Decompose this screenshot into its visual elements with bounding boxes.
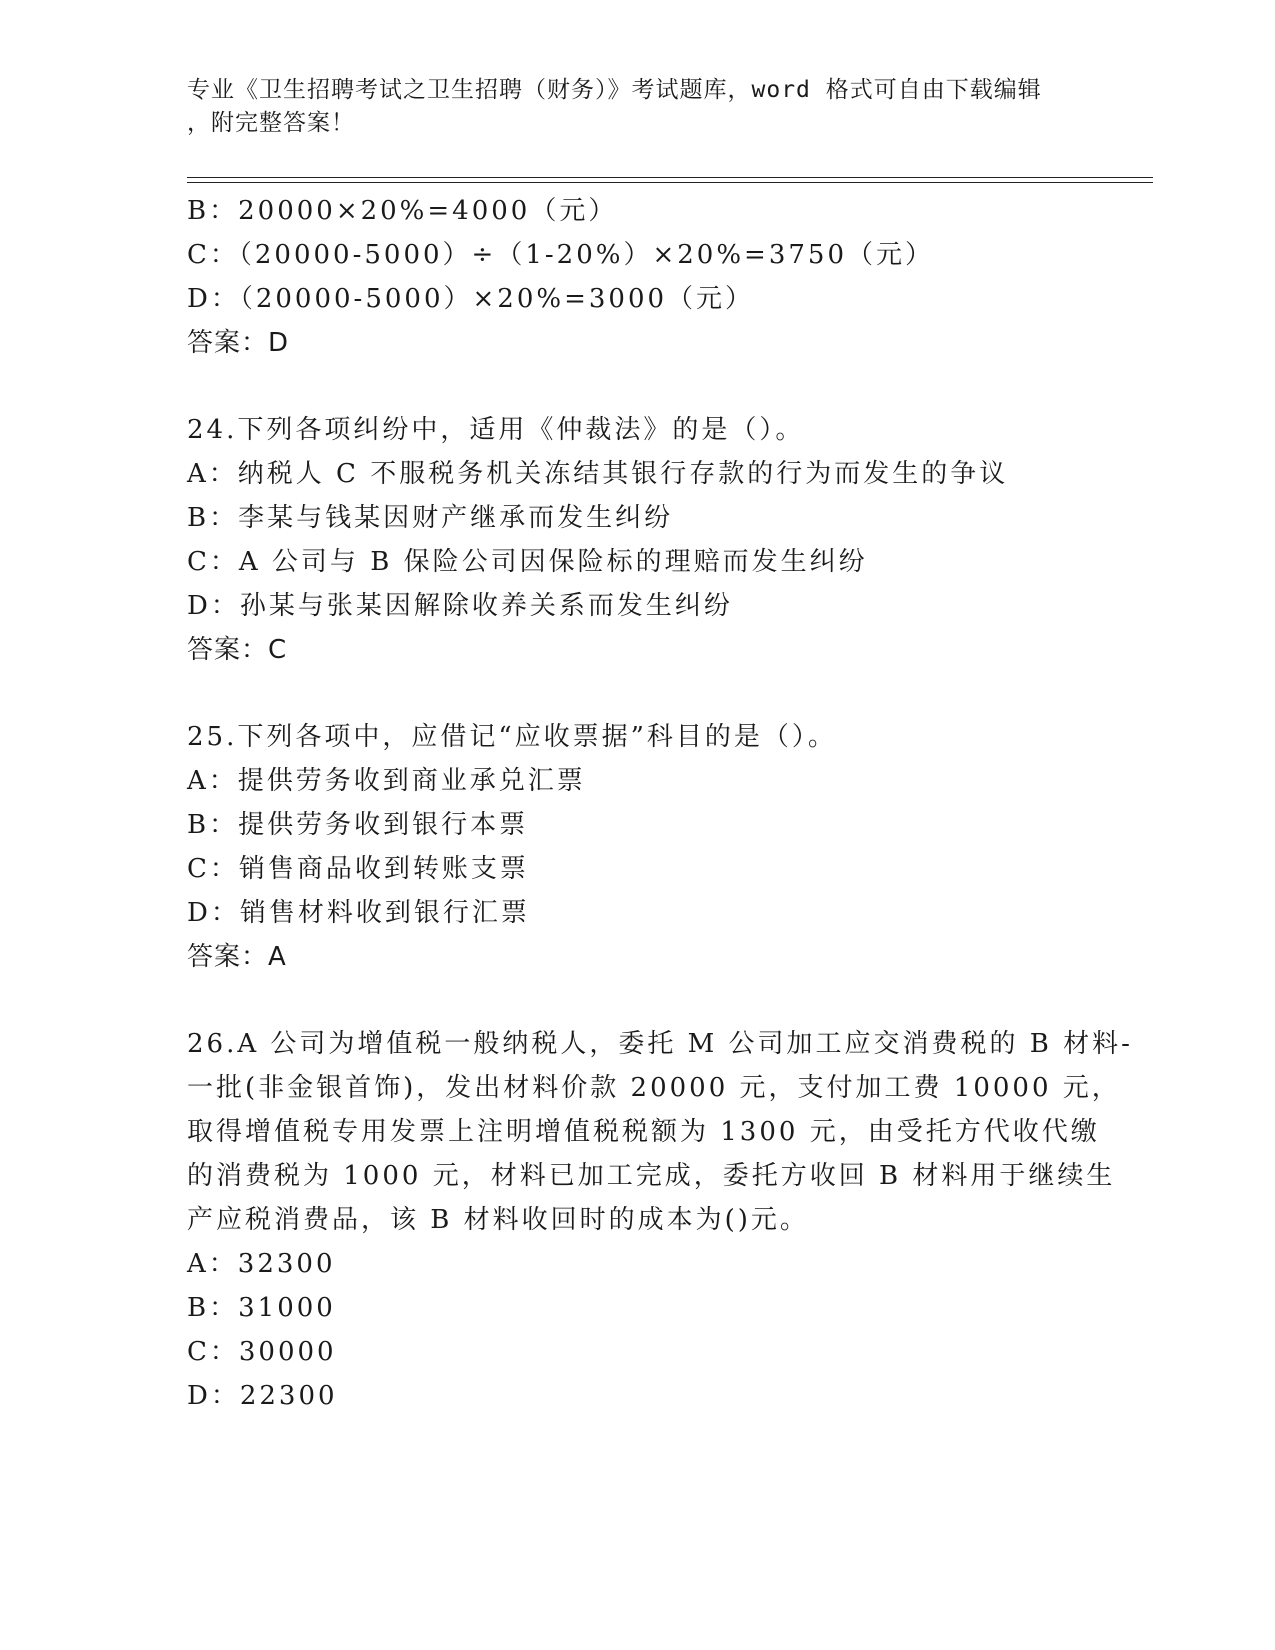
document-header bbox=[187, 74, 1087, 140]
q26-stem-line-1: 26.A 公司为增值税一般纳税人，委托 M 公司加工应交消费税的 B 材料- bbox=[187, 1029, 1133, 1059]
q26-option-d: D：22300 bbox=[187, 1381, 338, 1411]
q25-option-b: B：提供劳务收到银行本票 bbox=[187, 810, 529, 840]
q24-stem: 24.下列各项纠纷中，适用《仲裁法》的是（）。 bbox=[187, 415, 805, 445]
header-line-1: 专业《卫生招聘考试之卫生招聘（财务）》考试题库，word 格式可自由下载编辑 bbox=[187, 77, 1042, 103]
q26-option-a: A：32300 bbox=[187, 1249, 336, 1279]
header-line-2: ，附完整答案！ bbox=[187, 110, 355, 136]
header-divider-bottom bbox=[187, 182, 1153, 183]
q25-stem: 25.下列各项中，应借记“应收票据”科目的是（）。 bbox=[187, 722, 837, 752]
prev-answer: 答案：D bbox=[187, 328, 290, 358]
q25-option-d: D：销售材料收到银行汇票 bbox=[187, 898, 530, 928]
q26-option-b: B：31000 bbox=[187, 1293, 336, 1323]
prev-option-c: C：（20000-5000）÷（1-20%）×20%=3750（元） bbox=[187, 240, 934, 270]
q24-option-a: A：纳税人 C 不服税务机关冻结其银行存款的行为而发生的争议 bbox=[187, 459, 1009, 489]
q26-option-c: C：30000 bbox=[187, 1337, 337, 1367]
q24-answer: 答案：C bbox=[187, 635, 288, 665]
q26-stem-line-2: 一批(非金银首饰)，发出材料价款 20000 元，支付加工费 10000 元， bbox=[187, 1073, 1121, 1103]
q26-stem-line-3: 取得增值税专用发票上注明增值税税额为 1300 元，由受托方代收代缴 bbox=[187, 1117, 1100, 1147]
q25-answer: 答案：A bbox=[187, 942, 287, 972]
q26-stem-line-5: 产应税消费品，该 B 材料收回时的成本为()元。 bbox=[187, 1205, 809, 1235]
q26-stem-line-4: 的消费税为 1000 元，材料已加工完成，委托方收回 B 材料用于继续生 bbox=[187, 1161, 1116, 1191]
q24-option-c: C：A 公司与 B 保险公司因保险标的理赔而发生纠纷 bbox=[187, 547, 868, 577]
q25-option-c: C：销售商品收到转账支票 bbox=[187, 854, 529, 884]
q24-option-b: B：李某与钱某因财产继承而发生纠纷 bbox=[187, 503, 674, 533]
header-divider-top bbox=[187, 177, 1153, 178]
q25-option-a: A：提供劳务收到商业承兑汇票 bbox=[187, 766, 586, 796]
prev-option-b: B：20000×20%=4000（元） bbox=[187, 196, 618, 226]
prev-option-d: D：（20000-5000）×20%=3000（元） bbox=[187, 284, 755, 314]
q24-option-d: D：孙某与张某因解除收养关系而发生纠纷 bbox=[187, 591, 733, 621]
